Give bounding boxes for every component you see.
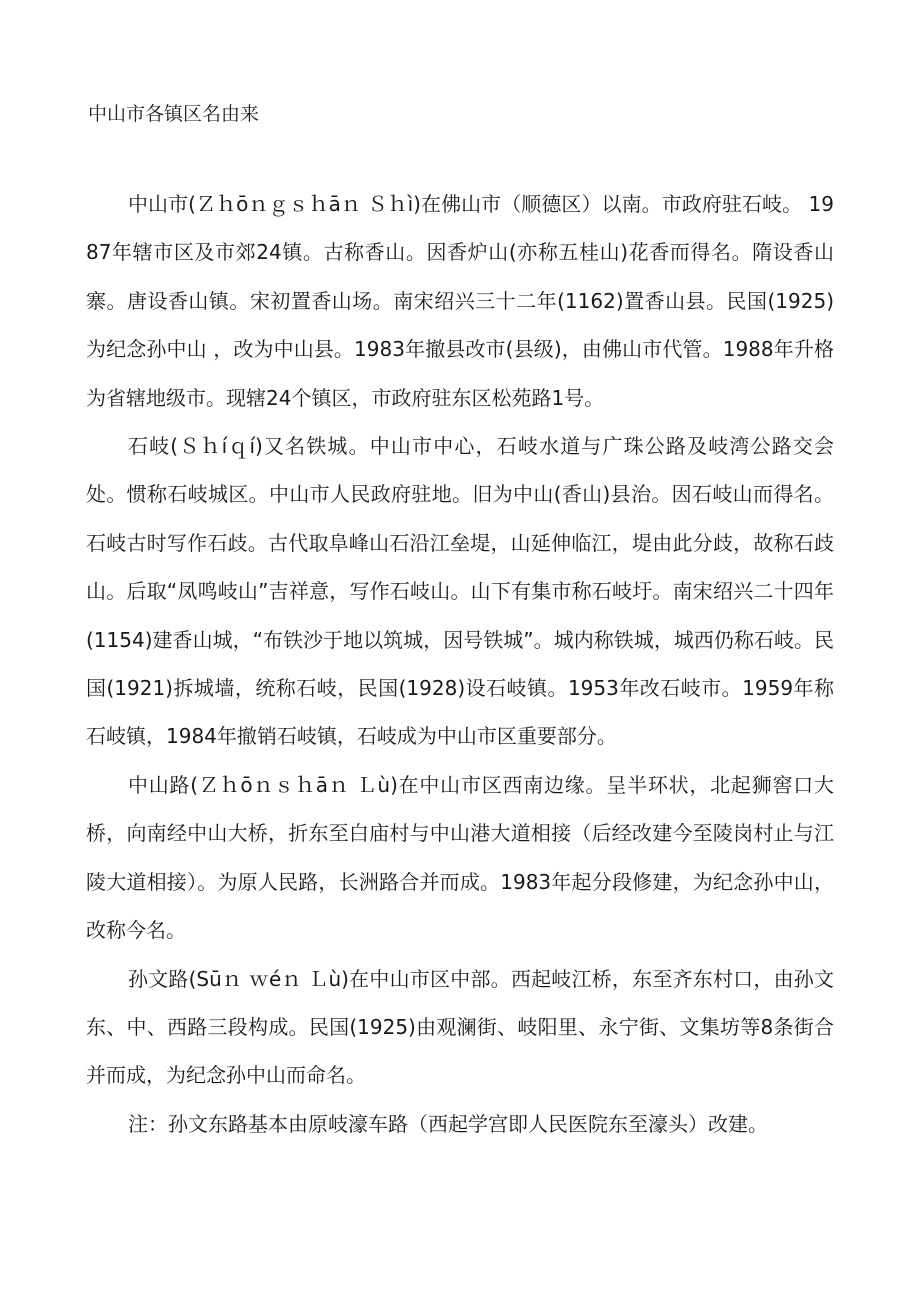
paragraph-note: 注：孙文东路基本由原岐濠车路（西起学宫即人民医院东至濠头）改建。: [128, 1111, 768, 1136]
document-body: [86, 180, 834, 1148]
paragraph-sunwen-road: 孙文路(Sūｎ ｗéｎ Ｌù)在中山市区中部。西起岐江桥，东至齐东村口，由孙文东、中、西路三段构成。民国(1925)由观澜街、岐阳里、永宁街、文集坊等8条街合并而成，为纪念孙中山而命名。: [86, 966, 834, 1088]
paragraph-zhongshan-road: 中山路(Ｚｈōｎｓｈāｎ Ｌù)在中山市区西南边缘。呈半环状，北起狮窖口大桥，向南经中山大桥，折东至白庙村与中山港大道相接（后经改建今至陵岗村止与江陵大道相接）。为原人民路，长洲路合并而成。1983年起分段修建，为纪念孙中山，改称今名。: [86, 772, 834, 943]
paragraph-zhongshan-city: 中山市(Ｚｈōｎｇｓｈāｎ Ｓｈì)在佛山市（顺德区）以南。市政府驻石岐。 1987年辖市区及市郊24镇。古称香山。因香炉山(亦称五桂山)花香而得名。隋设香山寨。唐设香山镇。宋初置香山场。南宋绍兴三十二年(1162)置香山县。民国(1925)为纪念孙中山 ，改为中山县。1983年撤县改市(县级)，由佛山市代管。1988年升格为省辖地级市。现辖24个镇区，市政府驻东区松苑路1号。: [86, 192, 834, 410]
paragraph-shiqi: 石岐(Ｓｈíｑí)又名铁城。中山市中心，石岐水道与广珠公路及岐湾公路交会处。惯称石岐城区。中山市人民政府驻地。旧为中山(香山)县治。因石岐山而得名。石岐古时写作石歧。古代取阜峰山石沿江垒堤，山延伸临江，堤由此分歧，故称石歧山。后取“凤鸣岐山”吉祥意，写作石岐山。山下有集市称石岐圩。南宋绍兴二十四年(1154)建香山城，“布铁沙于地以筑城，因号铁城”。城内称铁城，城西仍称石岐。民国(1921)拆城墙，统称石岐，民国(1928)设石岐镇。1953年改石岐市。1959年称石岐镇，1984年撤销石岐镇，石岐成为中山市区重要部分。: [86, 434, 834, 749]
document-title: 中山市各镇区名由来: [88, 103, 260, 125]
